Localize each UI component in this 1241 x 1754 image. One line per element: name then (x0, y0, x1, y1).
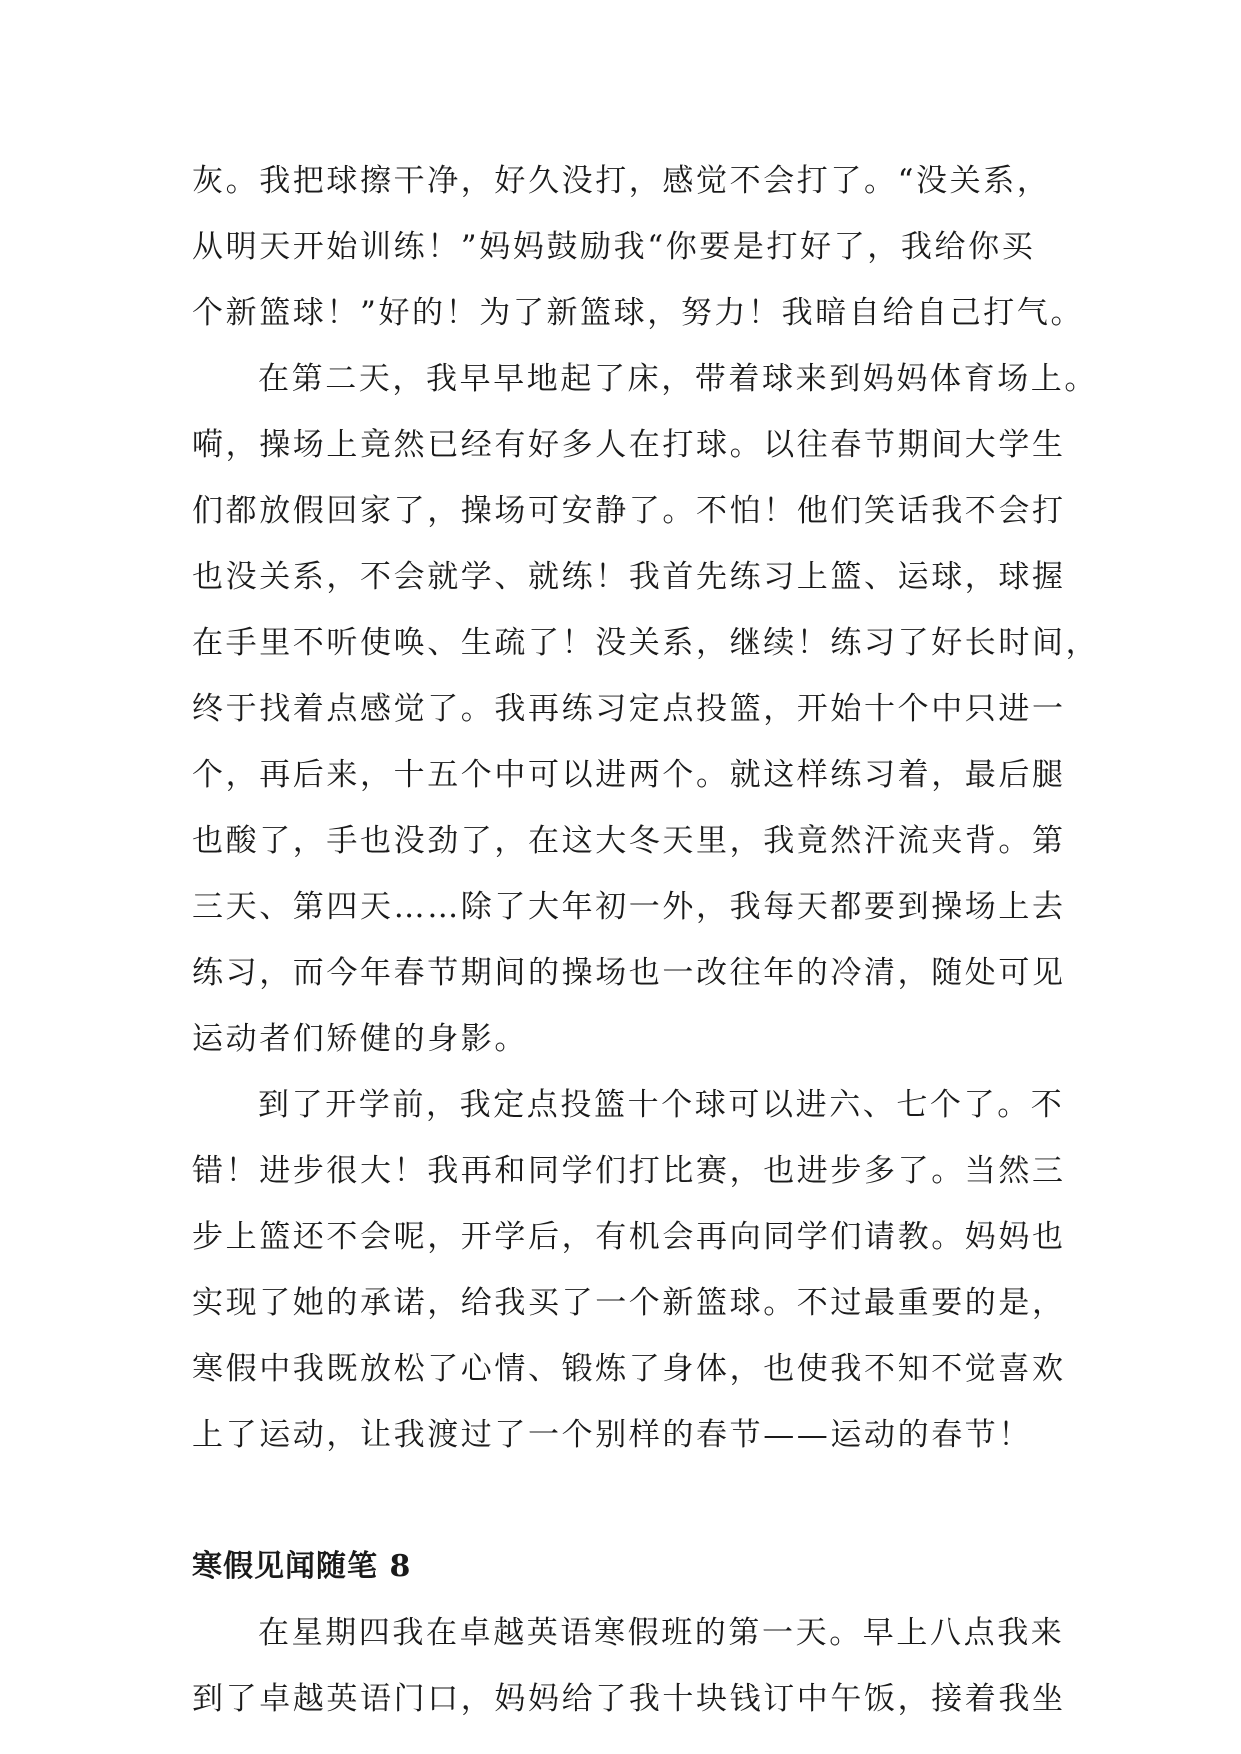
paragraph-4 (192, 1600, 1072, 1732)
text-line: 上了运动，让我渡过了一个别样的春节——运动的春节！ (192, 1417, 1032, 1453)
section-spacer (192, 1468, 1072, 1534)
text-line: 也酸了，手也没劲了，在这大冬天里，我竟然汗流夹背。第 (192, 823, 1066, 859)
paragraph-3 (192, 1072, 1072, 1468)
text-line: 在第二天，我早早地起了床，带着球来到妈妈体育场上。 (258, 361, 1098, 397)
text-line: 到了卓越英语门口，妈妈给了我十块钱订中午饭，接着我坐 (192, 1681, 1066, 1717)
text-line: 寒假中我既放松了心情、锻炼了身体，也使我不知不觉喜欢 (192, 1351, 1066, 1387)
text-line: 们都放假回家了，操场可安静了。不怕！他们笑话我不会打 (192, 493, 1066, 529)
paragraph-1 (192, 148, 1085, 346)
text-line: 终于找着点感觉了。我再练习定点投篮，开始十个中只进一 (192, 691, 1066, 727)
text-line: 嗬，操场上竟然已经有好多人在打球。以往春节期间大学生 (192, 427, 1066, 463)
text-line: 在手里不听使唤、生疏了！没关系，继续！练习了好长时间， (192, 625, 1100, 661)
text-line: 也没关系，不会就学、就练！我首先练习上篮、运球，球握 (192, 559, 1066, 595)
text-line: 在星期四我在卓越英语寒假班的第一天。早上八点我来 (258, 1615, 1065, 1651)
document-page (192, 148, 1100, 1732)
text-line: 运动者们矫健的身影。 (192, 1021, 528, 1057)
text-line: 从明天开始训练！”妈妈鼓励我“你要是打好了，我给你买 (192, 229, 1036, 265)
section-heading: 寒假见闻随笔 8 (192, 1549, 412, 1584)
text-line: 灰。我把球擦干净，好久没打，感觉不会打了。“没关系， (192, 163, 1051, 199)
text-line: 错！进步很大！我再和同学们打比赛，也进步多了。当然三 (192, 1153, 1066, 1189)
paragraph-2 (192, 346, 1100, 1072)
text-line: 到了开学前，我定点投篮十个球可以进六、七个了。不 (258, 1087, 1065, 1123)
text-line: 实现了她的承诺，给我买了一个新篮球。不过最重要的是， (192, 1285, 1066, 1321)
text-line: 步上篮还不会呢，开学后，有机会再向同学们请教。妈妈也 (192, 1219, 1066, 1255)
text-line: 三天、第四天……除了大年初一外，我每天都要到操场上去 (192, 889, 1066, 925)
text-line: 练习，而今年春节期间的操场也一改往年的冷清，随处可见 (192, 955, 1066, 991)
text-line: 个新篮球！”好的！为了新篮球，努力！我暗自给自己打气。 (192, 295, 1085, 331)
text-line: 个，再后来，十五个中可以进两个。就这样练习着，最后腿 (192, 757, 1066, 793)
